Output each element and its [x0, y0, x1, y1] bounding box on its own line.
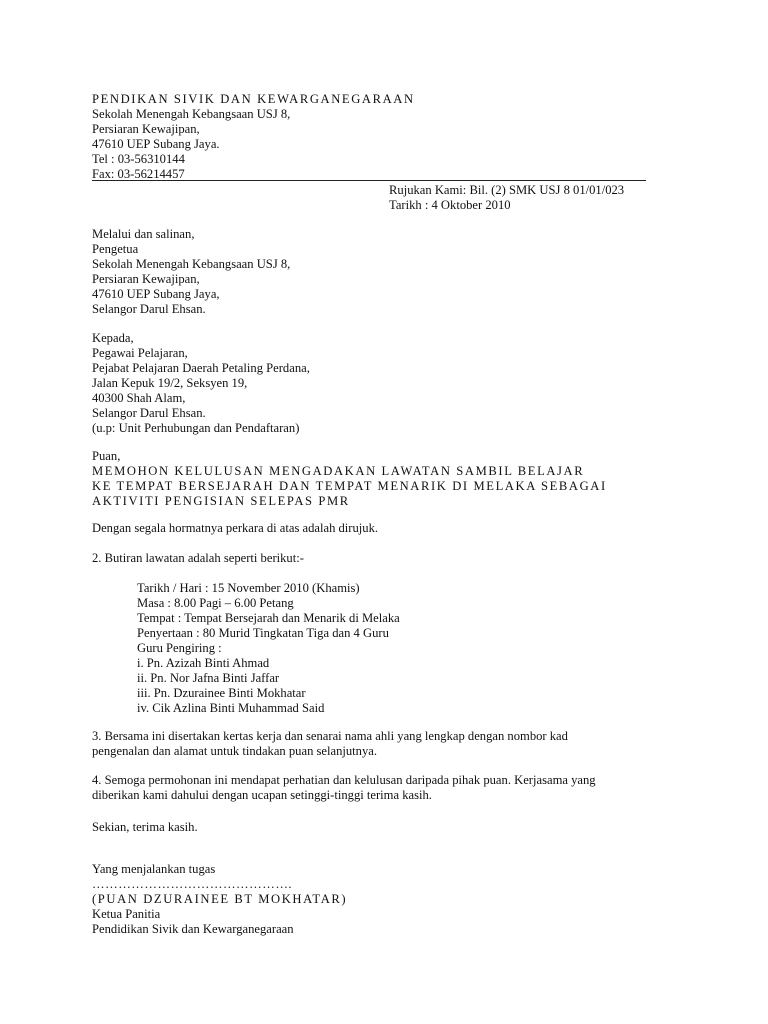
- school-city: 47610 UEP Subang Jaya.: [92, 137, 220, 151]
- via-city: 47610 UEP Subang Jaya,: [92, 287, 220, 301]
- signer-position: Ketua Panitia: [92, 907, 161, 921]
- to-title: Pegawai Pelajaran,: [92, 346, 188, 360]
- paragraph-4-line-2: diberikan kami dahului dengan ucapan setinggi-tinggi terima kasih.: [92, 788, 432, 802]
- via-title: Pengetua: [92, 242, 139, 256]
- escort-label: Guru Pengiring :: [137, 641, 222, 655]
- paragraph-4: [92, 773, 682, 803]
- paragraph-2-text: 2. Butiran lawatan adalah seperti berikut:-: [92, 551, 304, 565]
- to-city: 40300 Shah Alam,: [92, 391, 186, 405]
- salutation: Puan,: [92, 449, 121, 463]
- school-fax: Fax: 03-56214457: [92, 167, 185, 181]
- reference-number: Rujukan Kami: Bil. (2) SMK USJ 8 01/01/023: [389, 183, 625, 197]
- closing: [92, 820, 682, 835]
- paragraph-2: [92, 551, 682, 566]
- detail-place: Tempat : Tempat Bersejarah dan Menarik di Melaka: [137, 611, 400, 625]
- letterhead-divider: [92, 180, 646, 181]
- school-tel: Tel : 03-56310144: [92, 152, 185, 166]
- paragraph-4-line-1: 4. Semoga permohonan ini mendapat perhatian dan kelulusan daripada pihak puan. Kerjasama yang: [92, 773, 596, 787]
- to-label: Kepada,: [92, 331, 134, 345]
- reference-block: [389, 183, 689, 213]
- via-label: Melalui dan salinan,: [92, 227, 195, 241]
- via-school: Sekolah Menengah Kebangsaan USJ 8,: [92, 257, 291, 271]
- via-state: Selangor Darul Ehsan.: [92, 302, 206, 316]
- paragraph-1-text: Dengan segala hormatnya perkara di atas adalah dirujuk.: [92, 521, 379, 535]
- escort-item: iii. Pn. Dzurainee Binti Mokhatar: [137, 686, 306, 700]
- detail-time: Masa : 8.00 Pagi – 6.00 Petang: [137, 596, 294, 610]
- detail-date: Tarikh / Hari : 15 November 2010 (Khamis): [137, 581, 360, 595]
- escort-item: i. Pn. Azizah Binti Ahmad: [137, 656, 270, 670]
- paragraph-3-line-1: 3. Bersama ini disertakan kertas kerja dan senarai nama ahli yang lengkap dengan nombor kad: [92, 729, 568, 743]
- signer-name: (PUAN DZURAINEE BT MOKHATAR): [92, 892, 348, 906]
- to-street: Jalan Kepuk 19/2, Seksyen 19,: [92, 376, 248, 390]
- trip-details: [137, 581, 727, 716]
- subject-block: [92, 449, 682, 509]
- via-address: [92, 227, 682, 317]
- signature-line: ……………………………………….: [92, 877, 293, 891]
- to-state: Selangor Darul Ehsan.: [92, 406, 206, 420]
- paragraph-1: [92, 521, 682, 536]
- subject-line-3: AKTIVITI PENGISIAN SELEPAS PMR: [92, 494, 350, 508]
- school-street: Persiaran Kewajipan,: [92, 122, 200, 136]
- escort-item: iv. Cik Azlina Binti Muhammad Said: [137, 701, 325, 715]
- subject-line-2: KE TEMPAT BERSEJARAH DAN TEMPAT MENARIK DI MELAKA SEBAGAI: [92, 479, 607, 493]
- subject-line-1: MEMOHON KELULUSAN MENGADAKAN LAWATAN SAMBIL BELAJAR: [92, 464, 585, 478]
- signature-block: [92, 862, 682, 937]
- escort-item: ii. Pn. Nor Jafna Binti Jaffar: [137, 671, 280, 685]
- letter-date: Tarikh : 4 Oktober 2010: [389, 198, 511, 212]
- paragraph-3-line-2: pengenalan dan alamat untuk tindakan puan selanjutnya.: [92, 744, 378, 758]
- recipient-address: [92, 331, 682, 436]
- to-office: Pejabat Pelajaran Daerah Petaling Perdana,: [92, 361, 310, 375]
- closing-text: Sekian, terima kasih.: [92, 820, 198, 834]
- duty-label: Yang menjalankan tugas: [92, 862, 216, 876]
- department-name: PENDIKAN SIVIK DAN KEWARGANEGARAAN: [92, 92, 415, 106]
- letterhead: [92, 92, 682, 182]
- school-name: Sekolah Menengah Kebangsaan USJ 8,: [92, 107, 291, 121]
- signer-unit: Pendidikan Sivik dan Kewarganegaraan: [92, 922, 294, 936]
- to-attention: (u.p: Unit Perhubungan dan Pendaftaran): [92, 421, 300, 435]
- paragraph-3: [92, 729, 682, 759]
- via-street: Persiaran Kewajipan,: [92, 272, 200, 286]
- detail-participants: Penyertaan : 80 Murid Tingkatan Tiga dan 4 Guru: [137, 626, 389, 640]
